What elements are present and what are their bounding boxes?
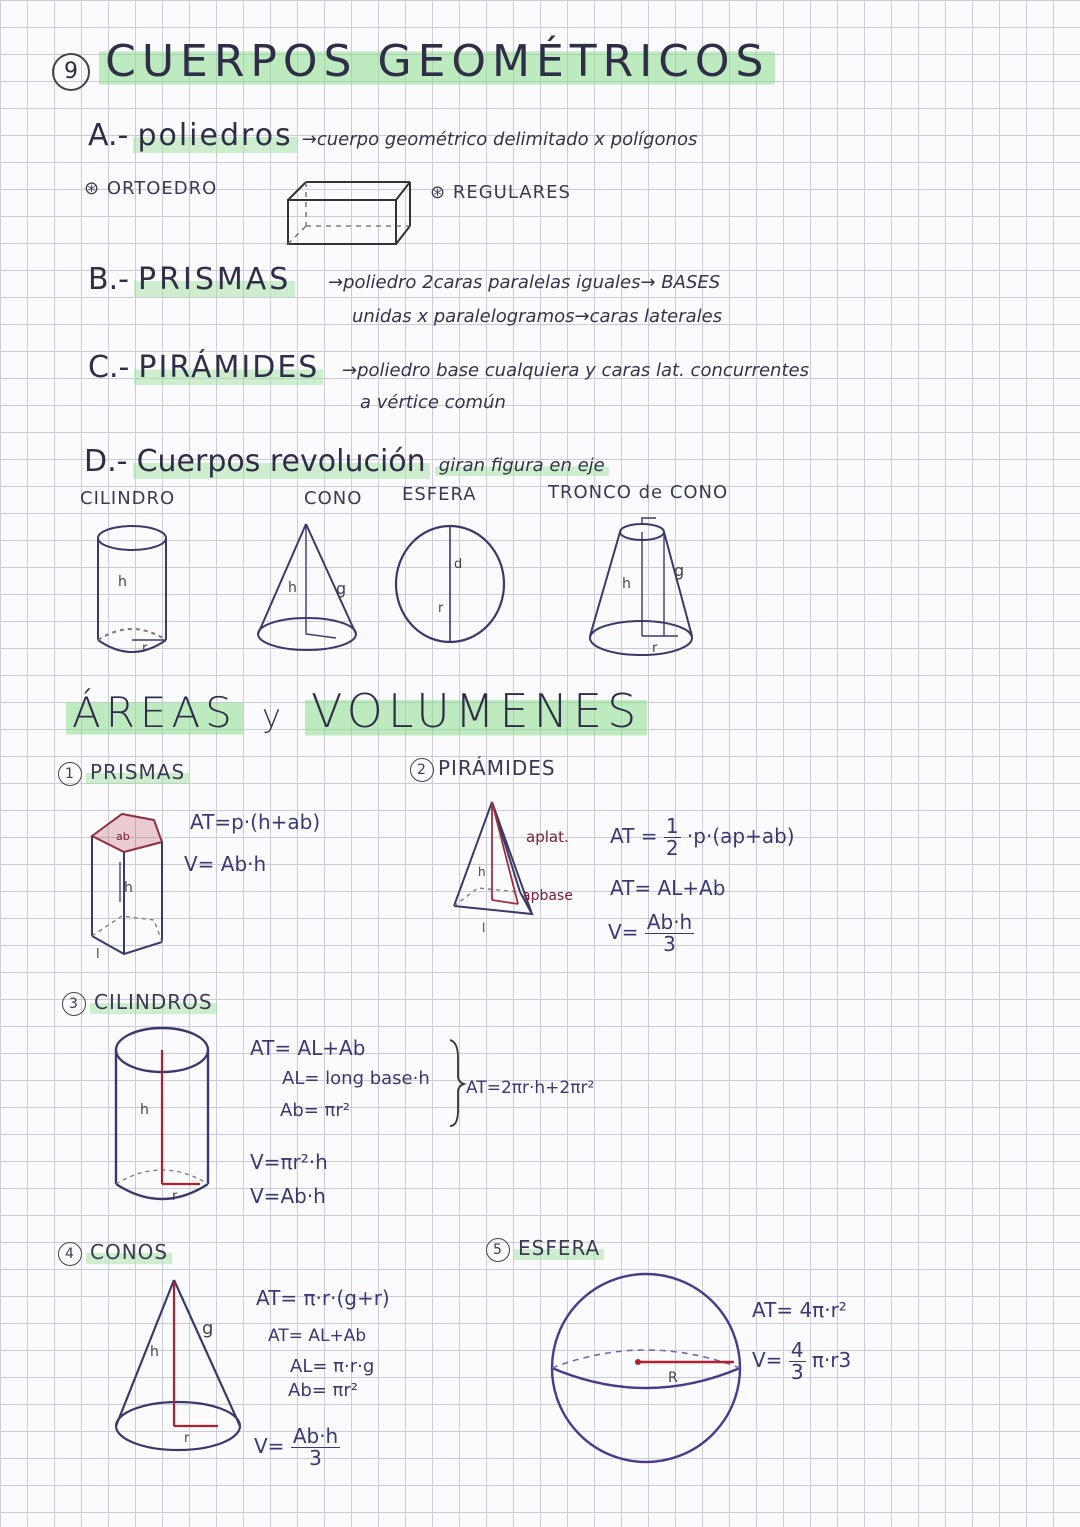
star-icon: ⊛ bbox=[430, 182, 447, 203]
section-a-letter: A.- bbox=[88, 118, 129, 153]
cilindros-al-formula: AL= long base·h bbox=[282, 1068, 430, 1089]
tronco-r-label: r bbox=[652, 641, 658, 656]
prisma-h-label: h bbox=[124, 880, 133, 896]
esfera-v-fraction: $\frac{4}{3}$ bbox=[790, 1338, 804, 1384]
section-d-note: giran figura en eje bbox=[435, 455, 609, 476]
cono-h-label: h bbox=[288, 580, 297, 596]
star-icon: ⊛ bbox=[84, 178, 101, 199]
prismas-at-formula: AT=p·(h+ab) bbox=[190, 810, 321, 834]
conos-at-formula: AT= π·r·(g+r) bbox=[256, 1286, 390, 1310]
cilindros-v1-formula: V=πr²·h bbox=[250, 1150, 328, 1174]
section-c-title: PIRÁMIDES bbox=[134, 350, 323, 385]
cilindro-h-label: h bbox=[118, 574, 127, 590]
half-fraction: $\frac{1}{2}$ bbox=[665, 814, 679, 860]
section-b-note-2: unidas x paralelogramos→caras laterales bbox=[352, 306, 723, 327]
cono-large-h-label: h bbox=[150, 1344, 159, 1360]
esfera-large-figure bbox=[546, 1268, 746, 1468]
section-a-heading bbox=[88, 118, 697, 153]
tronco-g-label: g bbox=[674, 561, 685, 580]
piramides-heading: 2 PIRÁMIDES bbox=[410, 756, 556, 782]
prismas-heading: 1 PRISMAS bbox=[58, 760, 189, 786]
piramide-figure bbox=[448, 796, 568, 936]
cono-g-label: g bbox=[336, 579, 347, 598]
conos-v-fraction: $\frac{Ab\cdot h}{3}$ bbox=[292, 1424, 339, 1470]
piramides-at-formula: AT = $\frac{1}{2}$ ·p·(ap+ab) bbox=[610, 814, 795, 860]
section-c-note-1: →poliedro base cualquiera y caras lat. concurrentes bbox=[342, 360, 809, 381]
section-b-title: PRISMAS bbox=[134, 262, 295, 297]
conos-al-formula: AL= π·r·g bbox=[290, 1356, 375, 1377]
piramides-at2-formula: AT= AL+Ab bbox=[610, 876, 726, 900]
ortoedro-figure bbox=[280, 178, 420, 248]
esfera-heading: 5 ESFERA bbox=[486, 1236, 604, 1262]
cilindro-large-r-label: r bbox=[172, 1189, 178, 1204]
cilindros-at-total-formula: AT=2πr·h+2πr² bbox=[466, 1078, 595, 1098]
title-text: CUERPOS GEOMÉTRICOS bbox=[99, 36, 775, 87]
section-b-note-1: →poliedro 2caras paralelas iguales→ BASES bbox=[328, 272, 721, 293]
cilindro-r-label: r bbox=[142, 641, 148, 656]
esfera-r-label: r bbox=[438, 601, 444, 616]
conos-ab-formula: Ab= πr² bbox=[288, 1380, 358, 1401]
section-c-note-2: a vértice común bbox=[360, 392, 506, 413]
cilindro-figure bbox=[92, 522, 182, 662]
cilindros-ab-formula: Ab= πr² bbox=[280, 1100, 350, 1121]
piramide-aplat-label: aplat. bbox=[526, 828, 569, 846]
prisma-ab-label: ab bbox=[116, 830, 130, 843]
shape-label-tronco: TRONCO de CONO bbox=[548, 482, 729, 503]
cono-large-g-label: g bbox=[202, 1318, 214, 1339]
esfera-figure bbox=[392, 520, 512, 650]
piramide-h-label: h bbox=[478, 865, 486, 879]
cilindros-v2-formula: V=Ab·h bbox=[250, 1184, 326, 1208]
cilindro-large-figure bbox=[110, 1024, 220, 1214]
section-b-letter: B.- bbox=[88, 262, 129, 297]
regulares-label: ⊛ REGULARES bbox=[430, 182, 571, 203]
prismas-v-formula: V= Ab·h bbox=[184, 852, 267, 876]
conos-v-formula: V= $\frac{Ab\cdot h}{3}$ bbox=[254, 1424, 339, 1470]
section-c-heading bbox=[88, 350, 323, 385]
piramides-v-fraction: $\frac{Ab\cdot h}{3}$ bbox=[646, 910, 693, 956]
title-number: 9 bbox=[52, 53, 90, 91]
cilindros-brace bbox=[448, 1038, 468, 1128]
section-d-letter: D.- bbox=[84, 444, 128, 479]
tronco-cono-figure bbox=[582, 514, 702, 664]
volumenes-title: VOLUMENES bbox=[305, 684, 647, 738]
esfera-v-formula: V= $\frac{4}{3}$ π·r3 bbox=[752, 1338, 852, 1384]
areas-volumenes-title bbox=[66, 684, 647, 738]
shape-label-cono: CONO bbox=[304, 488, 363, 509]
cilindros-number: 3 bbox=[62, 992, 86, 1016]
section-c-letter: C.- bbox=[88, 350, 130, 385]
conos-at2-formula: AT= AL+Ab bbox=[268, 1326, 367, 1346]
cono-figure bbox=[252, 520, 362, 660]
areas-title: ÁREAS bbox=[66, 688, 243, 737]
conos-heading: 4 CONOS bbox=[58, 1240, 172, 1266]
prisma-l-label: l bbox=[96, 947, 100, 962]
y-connector: y bbox=[261, 697, 286, 735]
prisma-figure bbox=[84, 808, 174, 968]
section-d-title: Cuerpos revolución bbox=[133, 444, 430, 479]
tronco-h-label: h bbox=[622, 576, 631, 592]
cono-large-r-label: r bbox=[184, 1431, 190, 1446]
piramides-v-formula: V= $\frac{Ab\cdot h}{3}$ bbox=[608, 910, 693, 956]
cilindro-large-h-label: h bbox=[140, 1102, 149, 1118]
page-title bbox=[52, 36, 775, 91]
piramide-l-label: l bbox=[482, 921, 486, 935]
cono-large-figure bbox=[110, 1276, 250, 1466]
piramide-apbase-label: apbase bbox=[522, 888, 573, 904]
section-a-note: →cuerpo geométrico delimitado x polígonos bbox=[301, 129, 698, 150]
prismas-number: 1 bbox=[58, 762, 82, 786]
cilindros-at-formula: AT= AL+Ab bbox=[250, 1036, 366, 1060]
section-a-title: poliedros bbox=[133, 118, 296, 153]
esfera-at-formula: AT= 4π·r² bbox=[752, 1298, 847, 1322]
conos-number: 4 bbox=[58, 1242, 82, 1266]
ortoedro-label: ⊛ ORTOEDRO bbox=[84, 178, 218, 199]
esfera-d-label: d bbox=[454, 557, 463, 572]
cilindros-heading: 3 CILINDROS bbox=[62, 990, 217, 1016]
shape-label-esfera: ESFERA bbox=[402, 484, 477, 505]
section-d-heading bbox=[84, 444, 609, 479]
section-b-heading bbox=[88, 262, 295, 297]
piramides-number: 2 bbox=[410, 758, 434, 782]
shape-label-cilindro: CILINDRO bbox=[80, 488, 176, 509]
esfera-large-r-label: R bbox=[668, 1370, 678, 1386]
esfera-number: 5 bbox=[486, 1238, 510, 1262]
